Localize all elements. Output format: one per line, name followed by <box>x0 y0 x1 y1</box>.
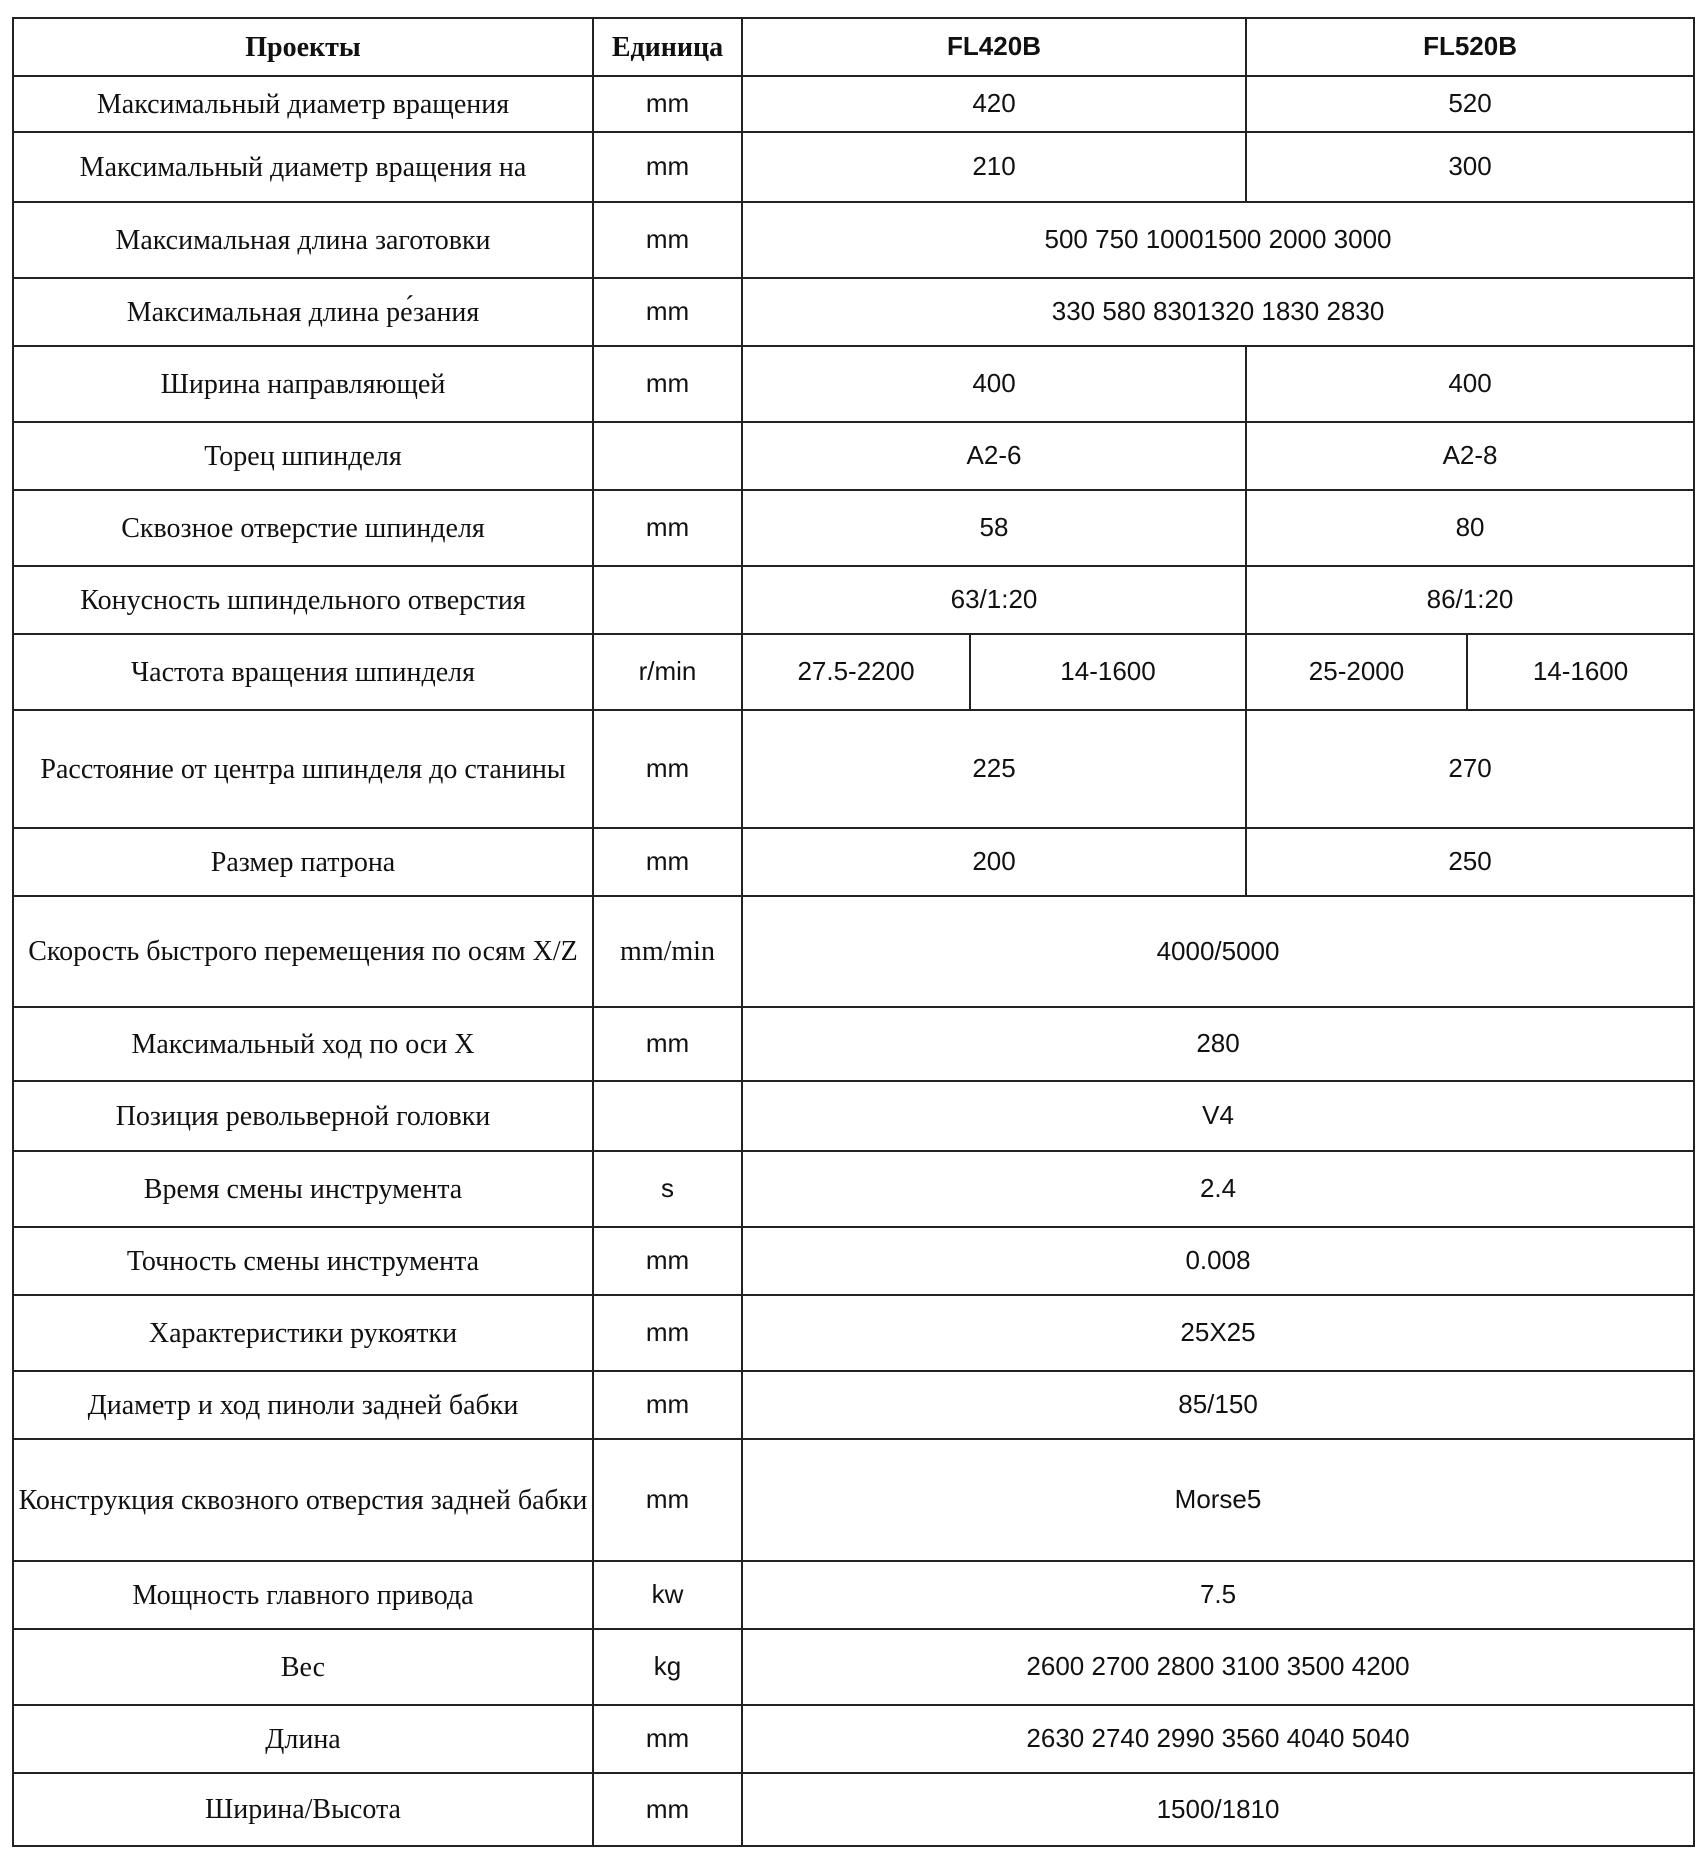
row-value-fl420b-2: 14-1600 <box>970 634 1246 710</box>
row-label: Максимальная длина ре́зания <box>13 278 593 346</box>
row-label: Время смены инструмента <box>13 1151 593 1227</box>
row-label: Скорость быстрого перемещения по осям X/Z <box>13 896 593 1007</box>
table-row <box>13 1151 1694 1227</box>
row-value-fl520b-1: 25-2000 <box>1246 634 1467 710</box>
row-label: Вес <box>13 1629 593 1705</box>
spec-table <box>12 17 1695 1847</box>
row-label: Ширина направляющей <box>13 346 593 422</box>
row-value-shared: 500 750 10001500 2000 3000 <box>742 202 1694 278</box>
header-unit: Единица <box>593 18 742 76</box>
row-unit: mm <box>593 76 742 132</box>
row-label: Расстояние от центра шпинделя до станины <box>13 710 593 828</box>
table-row <box>13 76 1694 132</box>
row-value-shared: 280 <box>742 1007 1694 1081</box>
row-unit: mm <box>593 1295 742 1371</box>
header-model-fl420b: FL420B <box>742 18 1246 76</box>
header-project: Проекты <box>13 18 593 76</box>
row-value-fl520b-2: 14-1600 <box>1467 634 1694 710</box>
row-value-fl420b: 63/1:20 <box>742 566 1246 634</box>
row-unit: r/min <box>593 634 742 710</box>
row-value-shared: 85/150 <box>742 1371 1694 1439</box>
row-value-fl520b: 270 <box>1246 710 1694 828</box>
row-value-fl420b: 210 <box>742 132 1246 202</box>
table-row <box>13 278 1694 346</box>
row-unit: mm <box>593 828 742 896</box>
table-row <box>13 1629 1694 1705</box>
row-unit: mm <box>593 1439 742 1561</box>
row-value-shared: Morse5 <box>742 1439 1694 1561</box>
row-unit: mm/min <box>593 896 742 1007</box>
row-value-fl420b: 400 <box>742 346 1246 422</box>
row-value-shared: 0.008 <box>742 1227 1694 1295</box>
header-row <box>13 18 1694 76</box>
table-row <box>13 1705 1694 1773</box>
table-row <box>13 634 1694 710</box>
row-unit: mm <box>593 1371 742 1439</box>
header-model-fl520b: FL520B <box>1246 18 1694 76</box>
table-row <box>13 1561 1694 1629</box>
row-label: Характеристики рукоятки <box>13 1295 593 1371</box>
row-value-fl520b: 300 <box>1246 132 1694 202</box>
table-row <box>13 202 1694 278</box>
table-row <box>13 896 1694 1007</box>
row-unit: mm <box>593 1227 742 1295</box>
row-label: Торец шпинделя <box>13 422 593 490</box>
row-label: Длина <box>13 1705 593 1773</box>
row-value-fl420b-1: 27.5-2200 <box>742 634 970 710</box>
row-value-shared: V4 <box>742 1081 1694 1151</box>
row-unit: mm <box>593 1773 742 1846</box>
row-value-fl420b: A2-6 <box>742 422 1246 490</box>
row-unit <box>593 566 742 634</box>
table-row <box>13 1295 1694 1371</box>
table-row <box>13 1081 1694 1151</box>
table-row <box>13 710 1694 828</box>
row-label: Мощность главного привода <box>13 1561 593 1629</box>
row-value-fl520b: 400 <box>1246 346 1694 422</box>
row-unit: mm <box>593 1705 742 1773</box>
row-label: Конусность шпиндельного отверстия <box>13 566 593 634</box>
row-unit: mm <box>593 202 742 278</box>
table-row <box>13 422 1694 490</box>
row-label: Максимальный диаметр вращения на <box>13 132 593 202</box>
row-value-fl520b: A2-8 <box>1246 422 1694 490</box>
row-unit: mm <box>593 278 742 346</box>
row-value-fl420b: 225 <box>742 710 1246 828</box>
row-label: Сквозное отверстие шпинделя <box>13 490 593 566</box>
row-value-shared: 2600 2700 2800 3100 3500 4200 <box>742 1629 1694 1705</box>
row-label: Максимальная длина заготовки <box>13 202 593 278</box>
row-value-fl420b: 420 <box>742 76 1246 132</box>
table-row <box>13 828 1694 896</box>
row-value-fl420b: 200 <box>742 828 1246 896</box>
row-unit: mm <box>593 132 742 202</box>
row-label: Ширина/Высота <box>13 1773 593 1846</box>
row-value-fl520b: 86/1:20 <box>1246 566 1694 634</box>
table-row <box>13 1773 1694 1846</box>
row-label: Размер патрона <box>13 828 593 896</box>
row-label: Максимальный диаметр вращения <box>13 76 593 132</box>
row-unit: kg <box>593 1629 742 1705</box>
row-value-shared: 25X25 <box>742 1295 1694 1371</box>
row-value-shared: 2.4 <box>742 1151 1694 1227</box>
row-unit: mm <box>593 1007 742 1081</box>
table-row <box>13 1227 1694 1295</box>
row-value-shared: 7.5 <box>742 1561 1694 1629</box>
row-label: Частота вращения шпинделя <box>13 634 593 710</box>
row-label: Позиция револьверной головки <box>13 1081 593 1151</box>
row-unit: kw <box>593 1561 742 1629</box>
table-row <box>13 1007 1694 1081</box>
row-value-shared: 2630 2740 2990 3560 4040 5040 <box>742 1705 1694 1773</box>
row-value-fl520b: 80 <box>1246 490 1694 566</box>
row-value-shared: 330 580 8301320 1830 2830 <box>742 278 1694 346</box>
table-row <box>13 1439 1694 1561</box>
row-unit <box>593 422 742 490</box>
row-value-fl420b: 58 <box>742 490 1246 566</box>
row-unit: s <box>593 1151 742 1227</box>
table-row <box>13 490 1694 566</box>
row-value-shared: 1500/1810 <box>742 1773 1694 1846</box>
row-unit: mm <box>593 490 742 566</box>
table-row <box>13 1371 1694 1439</box>
row-unit <box>593 1081 742 1151</box>
table-row <box>13 566 1694 634</box>
table-row <box>13 132 1694 202</box>
row-label: Диаметр и ход пиноли задней бабки <box>13 1371 593 1439</box>
row-label: Точность смены инструмента <box>13 1227 593 1295</box>
row-unit: mm <box>593 710 742 828</box>
table-row <box>13 346 1694 422</box>
row-label: Максимальный ход по оси X <box>13 1007 593 1081</box>
row-label: Конструкция сквозного отверстия задней бабки <box>13 1439 593 1561</box>
row-unit: mm <box>593 346 742 422</box>
row-value-fl520b: 250 <box>1246 828 1694 896</box>
row-value-fl520b: 520 <box>1246 76 1694 132</box>
row-value-shared: 4000/5000 <box>742 896 1694 1007</box>
